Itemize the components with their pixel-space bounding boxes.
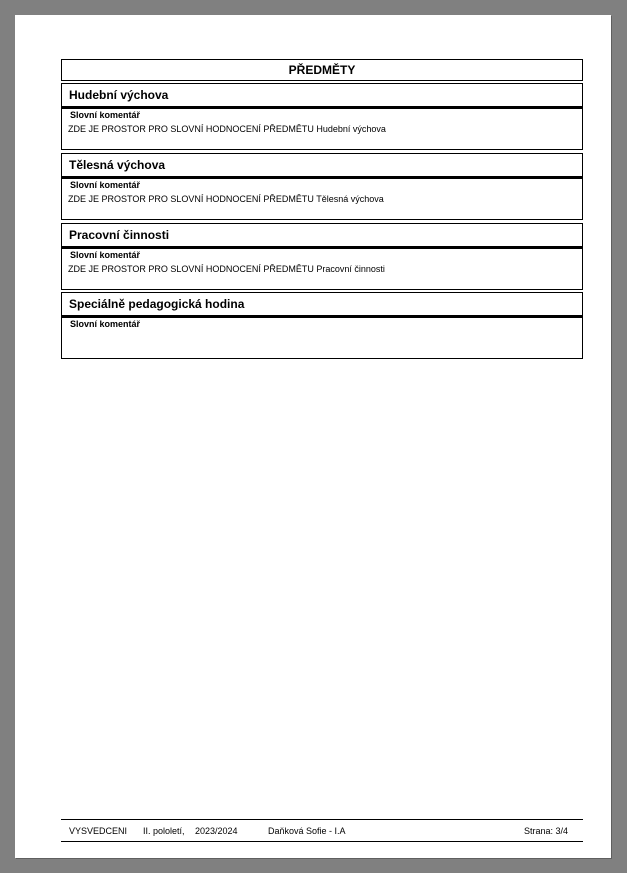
footer-page-number: Strana: 3/4 xyxy=(524,826,569,836)
comment-label: Slovní komentář xyxy=(70,250,141,260)
subject-block xyxy=(61,153,581,220)
footer-divider-top xyxy=(61,819,583,820)
subject-name: Pracovní činnosti xyxy=(61,223,583,247)
document-page xyxy=(15,15,611,858)
subject-block xyxy=(61,223,581,290)
subject-name: Speciálně pedagogická hodina xyxy=(61,292,583,316)
comment-text: ZDE JE PROSTOR PRO SLOVNÍ HODNOCENÍ PŘEDMĚTU Hudební výchova xyxy=(68,124,386,134)
subject-comment-box xyxy=(61,177,583,220)
comment-label: Slovní komentář xyxy=(70,110,141,120)
subject-comment-box xyxy=(61,316,583,359)
subject-name: Tělesná výchova xyxy=(61,153,583,177)
subject-name: Hudební výchova xyxy=(61,83,583,107)
footer-year: 2023/2024 xyxy=(195,826,238,836)
comment-text: ZDE JE PROSTOR PRO SLOVNÍ HODNOCENÍ PŘEDMĚTU Pracovní činnosti xyxy=(68,264,385,274)
footer-term: II. pololetí, xyxy=(143,826,185,836)
footer-report: VYSVEDCENI xyxy=(69,826,128,836)
comment-text: ZDE JE PROSTOR PRO SLOVNÍ HODNOCENÍ PŘEDMĚTU Tělesná výchova xyxy=(68,194,384,204)
comment-label: Slovní komentář xyxy=(70,180,141,190)
comment-label: Slovní komentář xyxy=(70,319,141,329)
subject-comment-box xyxy=(61,247,583,290)
subject-block xyxy=(61,83,581,150)
subject-comment-box xyxy=(61,107,583,150)
footer-divider-bottom xyxy=(61,841,583,842)
footer-student: Daňková Sofie - I.A xyxy=(268,826,346,836)
section-title: PŘEDMĚTY xyxy=(61,59,583,81)
subject-block xyxy=(61,292,581,359)
